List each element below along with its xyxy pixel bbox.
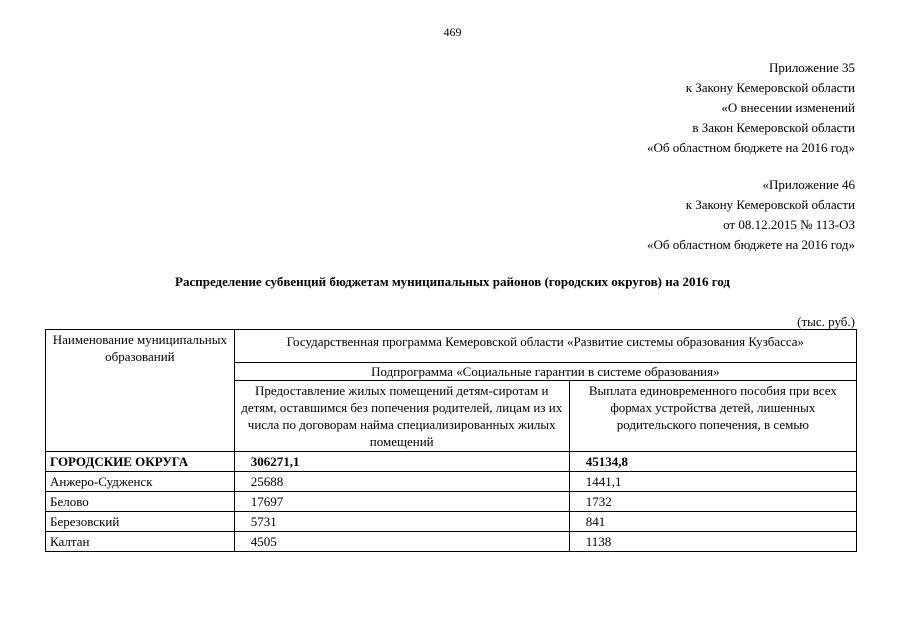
- table-row: [46, 532, 857, 552]
- document-title: Распределение субвенций бюджетам муниципальных районов (городских округов) на 2016 год: [175, 274, 730, 289]
- annex-line: «Об областном бюджете на 2016 год»: [647, 140, 855, 155]
- row-value-b: 1441,1: [569, 472, 856, 492]
- annex-line: «Об областном бюджете на 2016 год»: [647, 237, 855, 252]
- annex-line: Приложение 35: [768, 60, 855, 75]
- table-header-row: [46, 330, 857, 363]
- annex-line: от 08.12.2015 № 113-ОЗ: [723, 217, 855, 232]
- row-name: Белово: [46, 492, 235, 512]
- header-municipality: Наименование муниципальных образований: [46, 330, 235, 452]
- row-value-a: 25688: [234, 472, 569, 492]
- row-value-b: 841: [569, 512, 856, 532]
- row-value-a: 306271,1: [234, 452, 569, 472]
- table-row-total: [46, 452, 857, 472]
- row-name: Анжеро-Судженск: [46, 472, 235, 492]
- units-label: (тыс. руб.): [797, 314, 855, 329]
- header-program: Государственная программа Кемеровской области «Развитие системы образования Кузбасса»: [234, 330, 856, 363]
- row-value-a: 4505: [234, 532, 569, 552]
- header-housing-provision: Предоставление жилых помещений детям-сиротам и детям, оставшимся без попечения родителей, лицам из их числа по договорам найма специализированных жилых помещений: [234, 381, 569, 452]
- row-value-a: 17697: [234, 492, 569, 512]
- subventions-table: [45, 329, 857, 552]
- row-name: Березовский: [46, 512, 235, 532]
- header-lump-sum-allowance: Выплата единовременного пособия при всех формах устройства детей, лишенных родительского попечения, в семью: [569, 381, 856, 452]
- annex-line: к Закону Кемеровской области: [685, 197, 855, 212]
- row-value-b: 45134,8: [569, 452, 856, 472]
- annex-line: к Закону Кемеровской области: [685, 80, 855, 95]
- header-subprogram: Подпрограмма «Социальные гарантии в системе образования»: [234, 363, 856, 381]
- row-name: ГОРОДСКИЕ ОКРУГА: [46, 452, 235, 472]
- row-value-b: 1732: [569, 492, 856, 512]
- row-name: Калтан: [46, 532, 235, 552]
- annex-line: «Приложение 46: [762, 177, 855, 192]
- annex-reference-1: [647, 58, 855, 158]
- annex-line: в Закон Кемеровской области: [692, 120, 855, 135]
- row-value-a: 5731: [234, 512, 569, 532]
- table-row: [46, 472, 857, 492]
- annex-line: «О внесении изменений: [721, 100, 855, 115]
- table-row: [46, 492, 857, 512]
- table-row: [46, 512, 857, 532]
- annex-reference-2: [647, 175, 855, 255]
- page-number: 469: [443, 25, 462, 39]
- row-value-b: 1138: [569, 532, 856, 552]
